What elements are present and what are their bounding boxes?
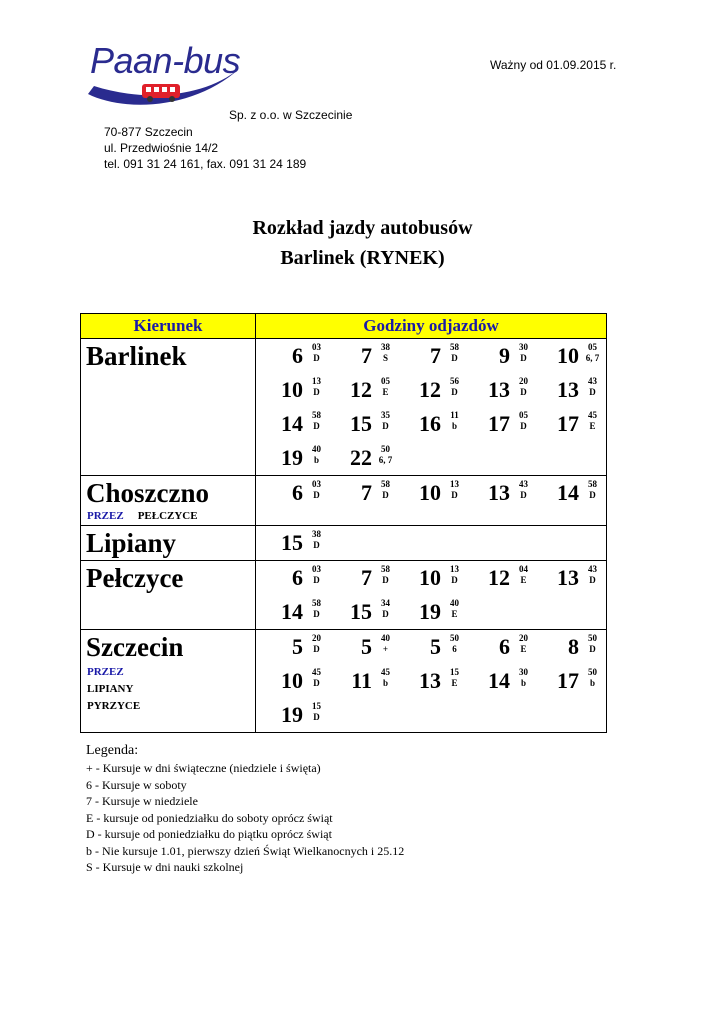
departure-code: 6, 7 — [378, 455, 393, 465]
departure-time — [330, 339, 399, 373]
departure-minute: 45 — [588, 410, 597, 420]
departure-hour: 7 — [361, 480, 372, 505]
legend-item: E - kursuje od poniedziałku do soboty oprócz świąt — [86, 810, 333, 825]
departure-code: D — [520, 490, 527, 500]
departure-minute: 50 — [588, 667, 597, 677]
table-header-row — [81, 314, 607, 339]
departure-time — [330, 595, 399, 629]
legend — [86, 742, 404, 876]
legend-item: S - Kursuje w dni nauki szkolnej — [86, 860, 244, 874]
departure-minute: 03 — [312, 479, 321, 489]
departure-hour: 5 — [430, 634, 441, 659]
departures-cell — [256, 339, 607, 476]
departure-hour: 12 — [419, 377, 441, 402]
departure-minute: 13 — [312, 376, 321, 386]
logo-text: Paan-bus — [90, 40, 241, 81]
departure-time — [330, 373, 399, 407]
departure-hour: 14 — [281, 411, 303, 436]
departure-code: D — [382, 421, 389, 431]
departure-hour: 17 — [488, 411, 510, 436]
departure-hour: 13 — [557, 565, 579, 590]
departure-hour: 19 — [281, 702, 303, 727]
departure-minute-code — [510, 339, 537, 364]
timetable — [80, 313, 607, 733]
departure-minute: 50 — [450, 633, 459, 643]
departure-time — [261, 595, 330, 629]
departure-minute: 40 — [381, 633, 390, 643]
departure-minute: 34 — [381, 598, 390, 608]
departure-minute: 30 — [519, 342, 528, 352]
departure-minute: 58 — [381, 479, 390, 489]
company-name: Sp. z o.o. w Szczecinie — [229, 108, 353, 122]
departure-code: D — [313, 712, 320, 722]
departure-hour: 6 — [292, 565, 303, 590]
departure-hour: 12 — [488, 565, 510, 590]
departures-cell — [256, 526, 607, 561]
departure-hour: 11 — [351, 668, 372, 693]
departure-hour: 15 — [350, 599, 372, 624]
departure-minute-code — [303, 407, 330, 432]
via-info — [81, 508, 255, 525]
departure-time — [330, 476, 399, 510]
departure-time — [261, 630, 330, 664]
departure-minute: 30 — [519, 667, 528, 677]
departure-time — [537, 630, 606, 664]
departure-time — [537, 664, 606, 698]
departure-hour: 17 — [557, 411, 579, 436]
departure-time — [468, 407, 537, 441]
departure-hour: 19 — [281, 445, 303, 470]
departure-minute: 50 — [381, 444, 390, 454]
departure-time — [399, 595, 468, 629]
departure-hour: 7 — [361, 343, 372, 368]
departure-minute: 43 — [519, 479, 528, 489]
departure-time — [537, 373, 606, 407]
column-header-direction: Kierunek — [81, 314, 256, 339]
departure-minute: 13 — [450, 564, 459, 574]
departure-code: D — [451, 353, 458, 363]
departure-code: 6 — [452, 644, 457, 654]
departure-minute-code — [303, 561, 330, 586]
departure-time — [537, 339, 606, 373]
departures-cell — [256, 476, 607, 526]
departure-hour: 14 — [557, 480, 579, 505]
departure-hour: 13 — [488, 377, 510, 402]
departure-hour: 12 — [350, 377, 372, 402]
departure-minute: 11 — [450, 410, 459, 420]
departures-cell — [256, 561, 607, 630]
address-line: 70-877 Szczecin — [104, 125, 193, 139]
departure-code: E — [451, 678, 458, 688]
departure-hour: 14 — [488, 668, 510, 693]
departure-minute: 04 — [519, 564, 528, 574]
direction-name: Lipiany — [86, 528, 177, 558]
departure-code: D — [313, 678, 320, 688]
departure-time — [537, 407, 606, 441]
direction-name: Pełczyce — [86, 563, 184, 593]
departure-code: E — [520, 644, 527, 654]
departure-code: D — [451, 387, 458, 397]
departure-time — [468, 339, 537, 373]
departure-minute-code — [372, 339, 399, 364]
legend-item: 6 - Kursuje w soboty — [86, 777, 187, 792]
departures-grid — [256, 630, 606, 732]
departure-minute-code — [303, 339, 330, 364]
departure-minute: 15 — [450, 667, 459, 677]
departure-hour: 7 — [361, 565, 372, 590]
direction-name: Szczecin — [86, 632, 184, 662]
departure-hour: 22 — [350, 445, 372, 470]
via-label: PRZEZ — [87, 510, 124, 522]
departure-minute-code — [303, 373, 330, 398]
departure-time — [261, 561, 330, 595]
departure-hour: 6 — [292, 480, 303, 505]
departure-code: D — [451, 575, 458, 585]
departure-minute-code — [579, 476, 606, 501]
departure-code: D — [520, 387, 527, 397]
departure-time — [330, 630, 399, 664]
legend-title: Legenda: — [86, 743, 139, 758]
departure-minute-code — [303, 698, 330, 723]
departure-minute: 20 — [312, 633, 321, 643]
departure-code: D — [313, 353, 320, 363]
departures-grid — [256, 526, 606, 560]
departure-minute: 20 — [519, 376, 528, 386]
legend-item: 7 - Kursuje w niedziele — [86, 794, 198, 808]
via-info — [81, 664, 255, 715]
departure-code: b — [313, 455, 319, 465]
departure-minute: 13 — [450, 479, 459, 489]
page-title: Rozkład jazdy autobusów — [252, 217, 473, 239]
departure-time — [261, 339, 330, 373]
departure-code: E — [589, 421, 596, 431]
departure-time — [399, 476, 468, 510]
departure-code: D — [589, 644, 596, 654]
departure-time — [468, 373, 537, 407]
departure-minute: 58 — [450, 342, 459, 352]
departure-code: D — [313, 421, 320, 431]
departure-minute: 15 — [312, 701, 321, 711]
departure-hour: 14 — [281, 599, 303, 624]
departure-hour: 9 — [499, 343, 510, 368]
departure-minute: 45 — [381, 667, 390, 677]
departure-minute: 05 — [519, 410, 528, 420]
departure-hour: 13 — [488, 480, 510, 505]
departure-time — [399, 407, 468, 441]
departure-minute-code — [303, 441, 330, 466]
departure-code: D — [520, 353, 527, 363]
departure-time — [330, 561, 399, 595]
address-line: ul. Przedwiośnie 14/2 — [104, 141, 219, 155]
departure-hour: 17 — [557, 668, 579, 693]
departure-minute: 03 — [312, 342, 321, 352]
departure-hour: 5 — [361, 634, 372, 659]
departure-hour: 13 — [557, 377, 579, 402]
departure-hour: 8 — [568, 634, 579, 659]
departure-minute-code — [441, 630, 468, 655]
departure-minute-code — [579, 339, 606, 364]
departure-minute-code — [510, 373, 537, 398]
column-header-times: Godziny odjazdów — [256, 314, 607, 339]
departure-minute-code — [372, 630, 399, 655]
departure-code: D — [313, 609, 320, 619]
departure-time — [261, 664, 330, 698]
departures-grid — [256, 561, 606, 629]
departure-minute-code — [441, 595, 468, 620]
departure-minute: 58 — [312, 410, 321, 420]
departure-code: D — [589, 490, 596, 500]
departure-minute-code — [303, 476, 330, 501]
departure-minute: 05 — [381, 376, 390, 386]
departure-minute-code — [372, 595, 399, 620]
table-row — [81, 526, 607, 561]
departure-minute-code — [372, 373, 399, 398]
departure-code: S — [382, 353, 388, 363]
direction-cell — [81, 526, 256, 561]
departure-time — [399, 561, 468, 595]
departure-code: b — [382, 678, 388, 688]
departure-minute: 45 — [312, 667, 321, 677]
departure-code: D — [313, 575, 320, 585]
departure-time — [399, 664, 468, 698]
via-town: PEŁCZYCE — [137, 510, 198, 522]
direction-cell — [81, 561, 256, 630]
company-logo — [84, 40, 244, 112]
departure-code: D — [589, 387, 596, 397]
departure-minute: 20 — [519, 633, 528, 643]
via-town: PYRZYCE — [87, 700, 141, 712]
departure-code: 6, 7 — [585, 353, 600, 363]
departure-minute: 38 — [381, 342, 390, 352]
departure-minute-code — [303, 630, 330, 655]
departure-code: D — [451, 490, 458, 500]
departure-time — [468, 664, 537, 698]
departure-hour: 13 — [419, 668, 441, 693]
direction-cell — [81, 630, 256, 733]
departure-time — [261, 407, 330, 441]
departure-code: D — [589, 575, 596, 585]
departure-time — [261, 698, 330, 732]
departure-time — [330, 441, 399, 475]
departure-time — [261, 526, 330, 560]
departure-minute-code — [579, 561, 606, 586]
table-row — [81, 561, 607, 630]
departure-code: E — [520, 575, 527, 585]
departure-time — [468, 476, 537, 510]
departure-hour: 6 — [292, 343, 303, 368]
legend-item: + - Kursuje w dni świąteczne (niedziele i święta) — [86, 761, 321, 775]
departure-time — [468, 630, 537, 664]
departure-code: D — [382, 490, 389, 500]
departure-minute-code — [510, 476, 537, 501]
departure-time — [330, 407, 399, 441]
departure-code: D — [382, 575, 389, 585]
company-address — [104, 124, 306, 172]
table-row — [81, 630, 607, 733]
departure-minute: 40 — [450, 598, 459, 608]
departure-hour: 19 — [419, 599, 441, 624]
departure-code: + — [382, 644, 389, 654]
departure-minute-code — [441, 339, 468, 364]
departure-minute-code — [579, 407, 606, 432]
legend-item: b - Nie kursuje 1.01, pierwszy dzień Świąt Wielkanocnych i 25.12 — [86, 843, 405, 858]
departure-minute-code — [510, 561, 537, 586]
address-line: tel. 091 31 24 161, fax. 091 31 24 189 — [104, 157, 307, 171]
departure-time — [399, 630, 468, 664]
departure-code: D — [313, 490, 320, 500]
departure-time — [399, 373, 468, 407]
direction-cell — [81, 339, 256, 476]
departure-minute-code — [303, 664, 330, 689]
departure-code: D — [520, 421, 527, 431]
departure-minute-code — [510, 407, 537, 432]
departures-grid — [256, 339, 606, 475]
departure-code: D — [313, 644, 320, 654]
departure-time — [537, 561, 606, 595]
departure-hour: 5 — [292, 634, 303, 659]
departure-minute-code — [510, 664, 537, 689]
departure-minute-code — [441, 561, 468, 586]
departure-minute-code — [372, 407, 399, 432]
departure-code: E — [382, 387, 389, 397]
departure-time — [330, 664, 399, 698]
direction-name: Choszczno — [86, 478, 209, 508]
departure-minute: 58 — [588, 479, 597, 489]
departure-minute-code — [441, 664, 468, 689]
departure-code: b — [589, 678, 595, 688]
departure-minute: 05 — [588, 342, 597, 352]
departure-minute-code — [372, 561, 399, 586]
direction-name: Barlinek — [86, 341, 187, 371]
departure-minute-code — [579, 373, 606, 398]
departure-minute-code — [441, 407, 468, 432]
departure-minute-code — [441, 373, 468, 398]
departure-minute-code — [303, 526, 330, 551]
legend-list — [86, 760, 404, 876]
departure-hour: 16 — [419, 411, 441, 436]
departure-minute-code — [372, 476, 399, 501]
departure-hour: 10 — [281, 668, 303, 693]
departure-code: b — [451, 421, 457, 431]
departure-time — [399, 339, 468, 373]
departure-minute-code — [372, 441, 399, 466]
table-row — [81, 476, 607, 526]
departure-minute-code — [579, 664, 606, 689]
departure-minute-code — [579, 630, 606, 655]
departure-minute-code — [441, 476, 468, 501]
departure-minute: 50 — [588, 633, 597, 643]
departure-hour: 10 — [557, 343, 579, 368]
departure-code: b — [520, 678, 526, 688]
departure-hour: 15 — [350, 411, 372, 436]
direction-cell — [81, 476, 256, 526]
departure-hour: 10 — [419, 480, 441, 505]
departure-minute: 43 — [588, 564, 597, 574]
departure-time — [537, 476, 606, 510]
departures-cell — [256, 630, 607, 733]
departure-minute: 35 — [381, 410, 390, 420]
departure-time — [468, 561, 537, 595]
departure-hour: 10 — [281, 377, 303, 402]
departure-minute-code — [372, 664, 399, 689]
valid-from: Ważny od 01.09.2015 r. — [490, 58, 617, 72]
departure-minute: 58 — [381, 564, 390, 574]
stop-name: Barlinek (RYNEK) — [280, 247, 445, 269]
departure-minute: 58 — [312, 598, 321, 608]
departure-time — [261, 373, 330, 407]
via-town: LIPIANY — [87, 683, 134, 695]
departure-hour: 10 — [419, 565, 441, 590]
departure-time — [261, 441, 330, 475]
table-row — [81, 339, 607, 476]
departure-minute: 38 — [312, 529, 321, 539]
departure-minute-code — [303, 595, 330, 620]
departure-minute: 40 — [312, 444, 321, 454]
departure-minute: 03 — [312, 564, 321, 574]
departure-code: D — [382, 609, 389, 619]
departure-time — [261, 476, 330, 510]
via-label: PRZEZ — [87, 666, 124, 678]
departure-code: D — [313, 387, 320, 397]
departure-code: D — [313, 540, 320, 550]
departure-minute: 43 — [588, 376, 597, 386]
departure-code: E — [451, 609, 458, 619]
departures-grid — [256, 476, 606, 510]
departure-hour: 15 — [281, 530, 303, 555]
departure-hour: 6 — [499, 634, 510, 659]
departure-hour: 7 — [430, 343, 441, 368]
departure-minute-code — [510, 630, 537, 655]
legend-item: D - kursuje od poniedziałku do piątku oprócz świąt — [86, 827, 332, 841]
departure-minute: 56 — [450, 376, 459, 386]
